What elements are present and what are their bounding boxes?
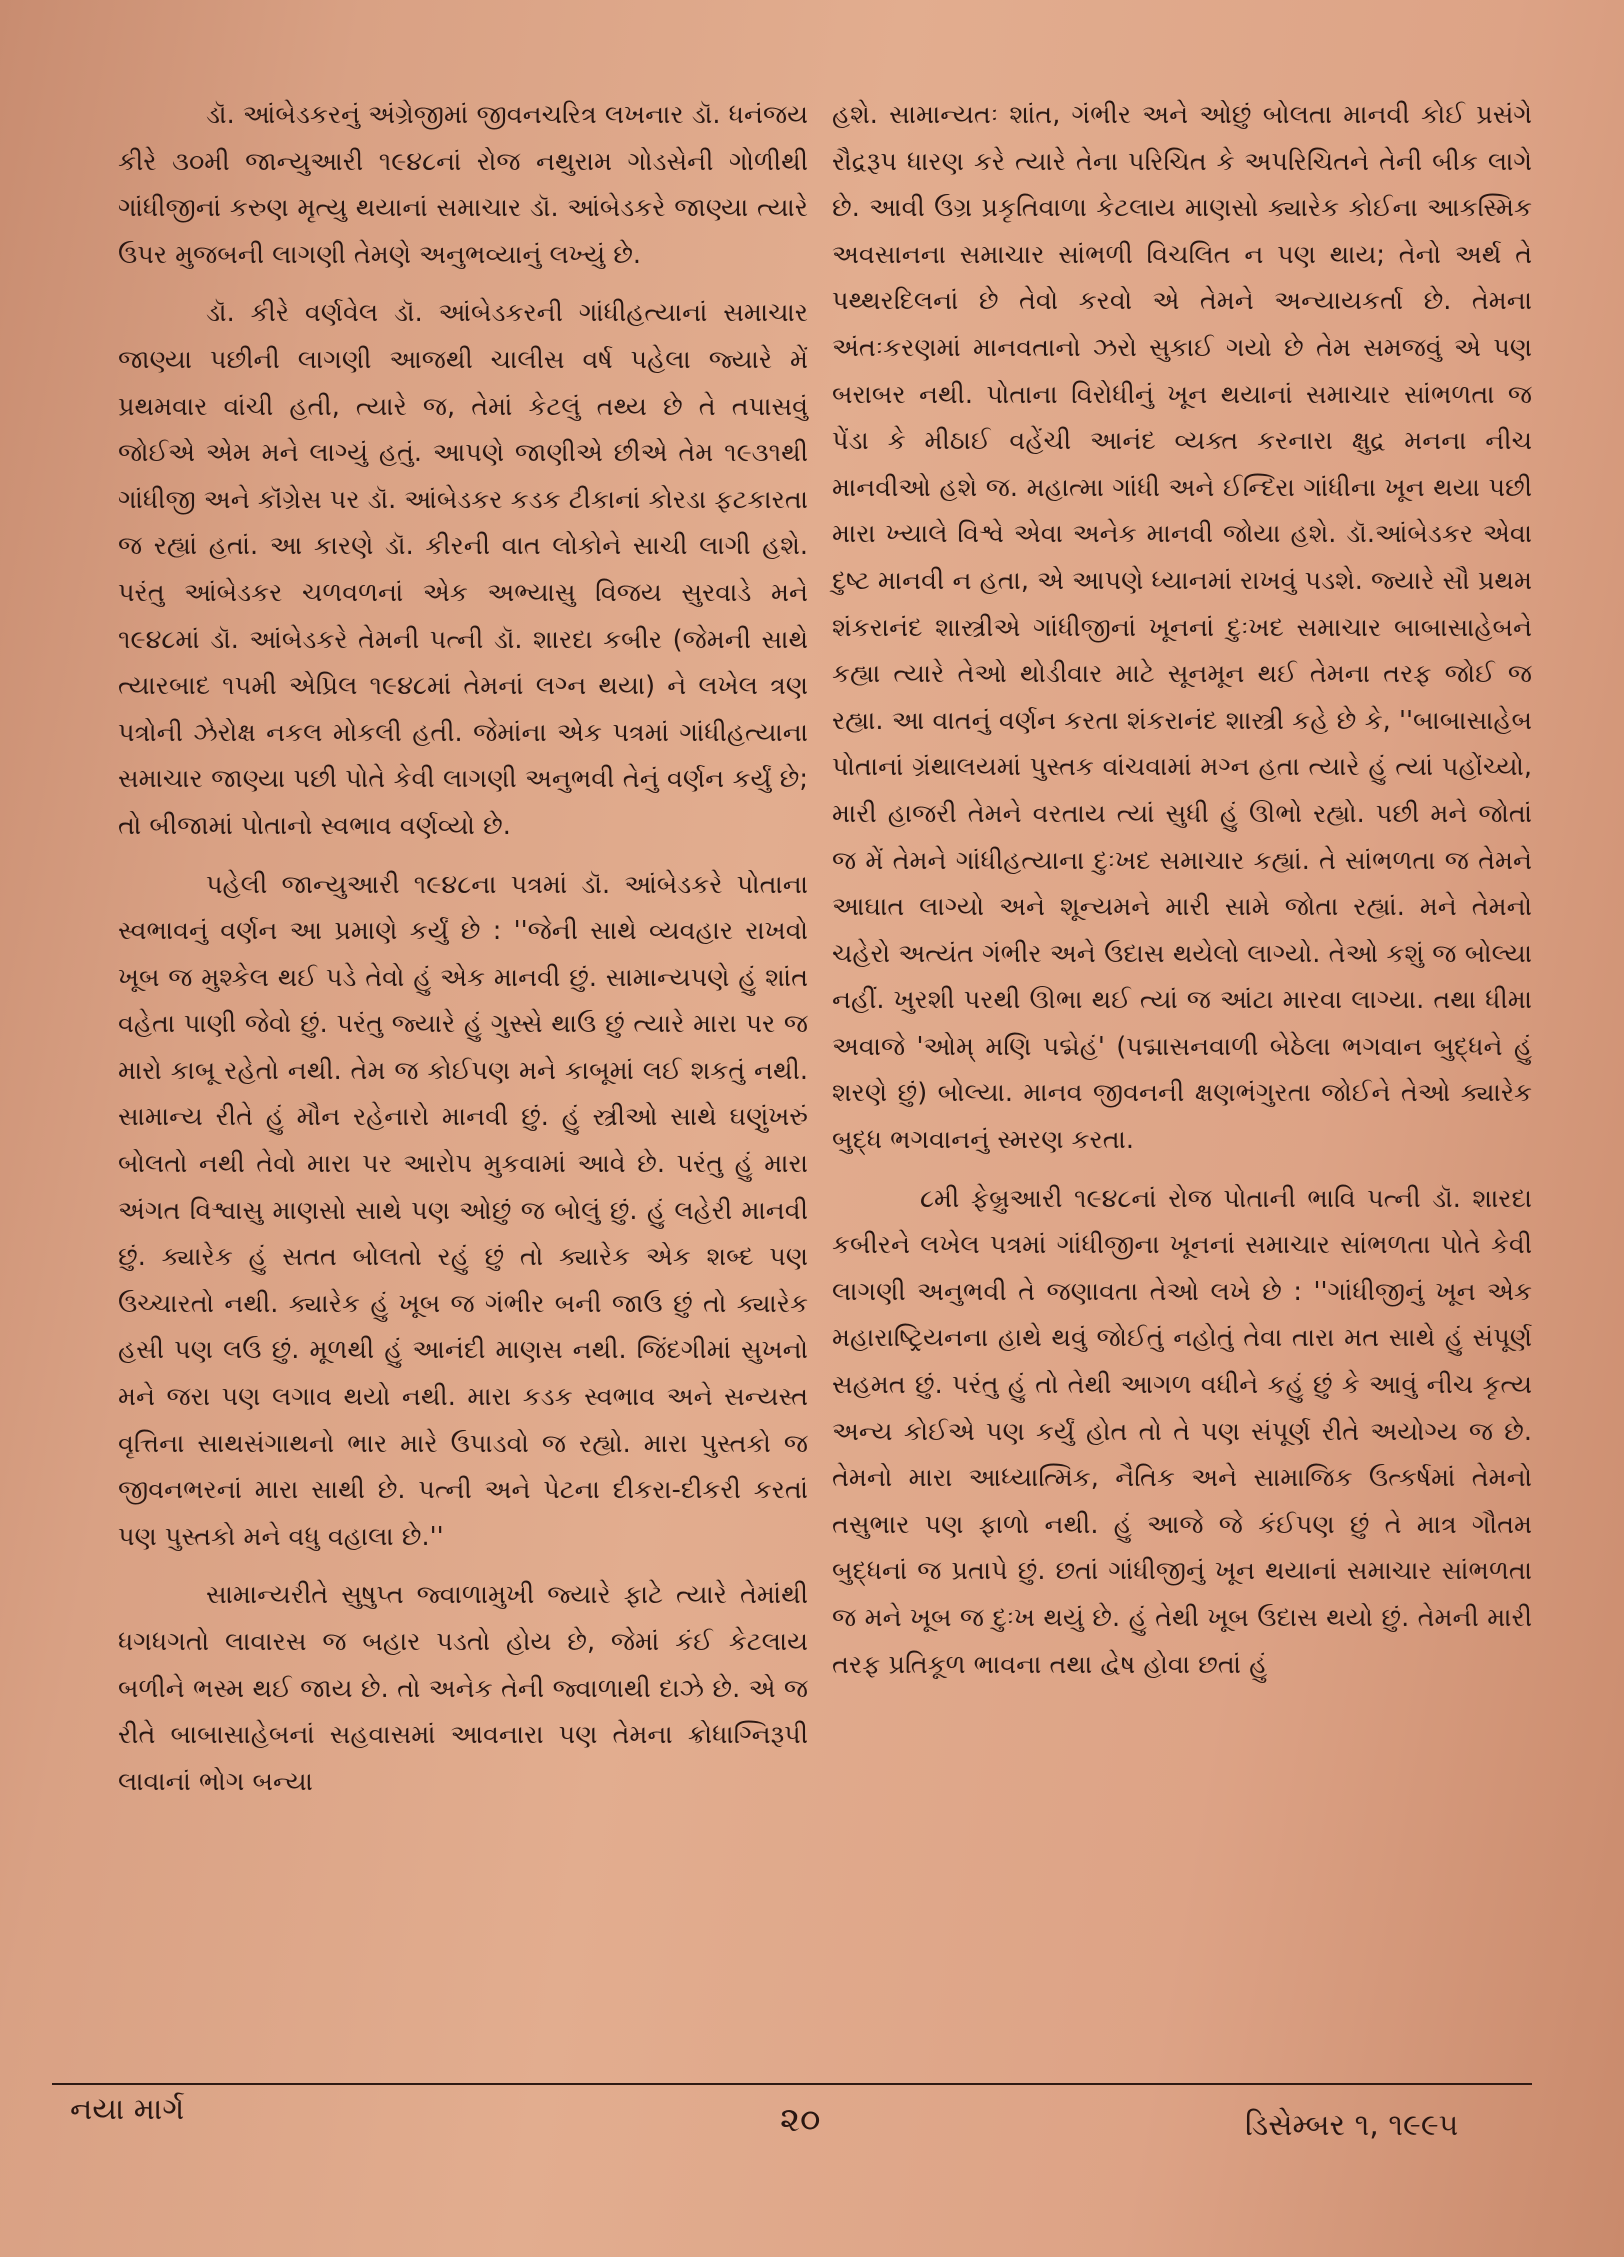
paragraph: હશે. સામાન્યતઃ શાંત, ગંભીર અને ઓછું બોલતા માનવી કોઈ પ્રસંગે રૌદ્રરૂપ ધારણ કરે ત્યારે તેના પરિચિત કે અપરિચિતને તેની બીક લાગે છે. આવી ઉગ્ર પ્રકૃતિવાળા કેટલાય માણસો ક્યારેક કોઈના આકસ્મિક અવસાનના સમાચાર સાંભળી વિચલિત ન પણ થાય; તેનો અર્થ તે પથ્થરદિલનાં છે તેવો કરવો એ તેમને અન્યાયકર્તા છે. તેમના અંતઃકરણમાં માનવતાનો ઝરો સુકાઈ ગયો છે તેમ સમજવું એ પણ બરાબર નથી. પોતાના વિરોધીનું ખૂન થયાનાં સમાચાર સાંભળતા જ પેંડા કે મીઠાઈ વહેંચી આનંદ વ્યક્ત કરનારા ક્ષુદ્ર મનના નીચ માનવીઓ હશે જ. મહાત્મા ગાંધી અને ઈન્દિરા ગાંધીના ખૂન થયા પછી મારા ખ્યાલે વિશ્વે એવા અનેક માનવી જોયા હશે. ડૉ.આંબેડકર એવા દુષ્ટ માનવી ન હતા, એ આપણે ધ્યાનમાં રાખવું પડશે. જ્યારે સૌ પ્રથમ શંકરાનંદ શાસ્ત્રીએ ગાંધીજીનાં ખૂનનાં દુઃખદ સમાચાર બાબાસાહેબને કહ્યા ત્યારે તેઓ થોડીવાર માટે સૂનમૂન થઈ તેમના તરફ જોઈ જ રહ્યા. આ વાતનું વર્ણન કરતા શંકરાનંદ શાસ્ત્રી કહે છે કે, ''બાબાસાહેબ પોતાનાં ગ્રંથાલયમાં પુસ્તક વાંચવામાં મગ્ન હતા ત્યારે હું ત્યાં પહોંચ્યો, મારી હાજરી તેમને વરતાય ત્યાં સુધી હું ઊભો રહ્યો. પછી મને જોતાં જ મેં તેમને ગાંધીહત્યાના દુઃખદ સમાચાર કહ્યાં. તે સાંભળતા જ તેમને આઘાત લાગ્યો અને શૂન્યમને મારી સામે જોતા રહ્યાં. મને તેમનો ચહેરો અત્યંત ગંભીર અને ઉદાસ થયેલો લાગ્યો. તેઓ કશું જ બોલ્યા નહીં. ખુરશી પરથી ઊભા થઈ ત્યાં જ આંટા મારવા લાગ્યા. તથા ધીમા અવાજે 'ઓમ્ મણિ પદ્મેહં' (પદ્માસનવાળી બેઠેલા ભગવાન બુદ્ધને હું શરણે છું) બોલ્યા. માનવ જીવનની ક્ષણભંગુરતા જોઈને તેઓ ક્યારેક બુદ્ધ ભગવાનનું સ્મરણ કરતા. (832, 100, 1532, 1156)
issue-date: ડિસેમ્બર ૧, ૧૯૯૫ (1245, 2108, 1459, 2143)
paragraph: ૮મી ફેબ્રુઆરી ૧૯૪૮નાં રોજ પોતાની ભાવિ પત્ની ડૉ. શારદા કબીરને લખેલ પત્રમાં ગાંધીજીના ખૂનનાં સમાચાર સાંભળતા પોતે કેવી લાગણી અનુભવી તે જણાવતા તેઓ લખે છે : ''ગાંધીજીનું ખૂન એક મહારાષ્ટ્રિયનના હાથે થવું જોઈતું નહોતું તેવા તારા મત સાથે હું સંપૂર્ણ સહમત છું. પરંતુ હું તો તેથી આગળ વધીને કહું છું કે આવું નીચ કૃત્ય અન્ય કોઈએ પણ કર્યું હોત તો તે પણ સંપૂર્ણ રીતે અયોગ્ય જ છે. તેમનો મારા આધ્યાત્મિક, નૈતિક અને સામાજિક ઉત્કર્ષમાં તેમનો તસુભાર પણ ફાળો નથી. હું આજે જે કંઈપણ છું તે માત્ર ગૌતમ બુદ્ધનાં જ પ્રતાપે છું. છતાં ગાંધીજીનું ખૂન થયાનાં સમાચાર સાંભળતા જ મને ખૂબ જ દુઃખ થયું છે. હું તેથી ખૂબ ઉદાસ થયો છું. તેમની મારી તરફ પ્રતિકૂળ ભાવના તથા દ્વેષ હોવા છતાં હું (832, 1183, 1532, 1680)
publication-name: નયા માર્ગ (70, 2092, 185, 2127)
page-number: ૨૦ (780, 2100, 821, 2140)
left-text-column (118, 92, 808, 1805)
footer-divider (52, 2083, 1532, 2085)
paragraph: સામાન્યરીતે સુષુપ્ત જ્વાળામુખી જ્યારે ફાટે ત્યારે તેમાંથી ધગધગતો લાવારસ જ બહાર પડતો હોય છે, જેમાં કંઈ કેટલાય બળીને ભસ્મ થઈ જાય છે. તો અનેક તેની જ્વાળાથી દાઝે છે. એ જ રીતે બાબાસાહેબનાં સહવાસમાં આવનારા પણ તેમના ક્રોધાગ્નિરૂપી લાવાનાં ભોગ બન્યા (118, 1580, 808, 1797)
right-text-column (832, 92, 1532, 1688)
paragraph: ડૉ. આંબેડકરનું અંગ્રેજીમાં જીવનચરિત્ર લખનાર ડૉ. ધનંજય કીરે ૩૦મી જાન્યુઆરી ૧૯૪૮નાં રોજ નથુરામ ગોડસેની ગોળીથી ગાંધીજીનાં કરુણ મૃત્યુ થયાનાં સમાચાર ડૉ. આંબેડકરે જાણ્યા ત્યારે ઉપર મુજબની લાગણી તેમણે અનુભવ્યાનું લખ્યું છે. (118, 100, 808, 270)
paragraph: પહેલી જાન્યુઆરી ૧૯૪૮ના પત્રમાં ડૉ. આંબેડકરે પોતાના સ્વભાવનું વર્ણન આ પ્રમાણે કર્યું છે : ''જેની સાથે વ્યવહાર રાખવો ખૂબ જ મુશ્કેલ થઈ પડે તેવો હું એક માનવી છું. સામાન્યપણે હું શાંત વહેતા પાણી જેવો છું. પરંતુ જ્યારે હું ગુસ્સે થાઉ છું ત્યારે મારા પર જ મારો કાબૂ રહેતો નથી. તેમ જ કોઈપણ મને કાબૂમાં લઈ શકતું નથી. સામાન્ય રીતે હું મૌન રહેનારો માનવી છું. હું સ્ત્રીઓ સાથે ઘણુંખરું બોલતો નથી તેવો મારા પર આરોપ મુકવામાં આવે છે. પરંતુ હું મારા અંગત વિશ્વાસુ માણસો સાથે પણ ઓછું જ બોલું છું. હું લહેરી માનવી છું. ક્યારેક હું સતત બોલતો રહું છું તો ક્યારેક એક શબ્દ પણ ઉચ્ચારતો નથી. ક્યારેક હું ખૂબ જ ગંભીર બની જાઉ છું તો ક્યારેક હસી પણ લઉ છું. મૂળથી હું આનંદી માણસ નથી. જિંદગીમાં સુખનો મને જરા પણ લગાવ થયો નથી. મારા કડક સ્વભાવ અને સન્યસ્ત વૃત્તિના સાથસંગાથનો ભાર મારે ઉપાડવો જ રહ્યો. મારા પુસ્તકો જ જીવનભરનાં મારા સાથી છે. પત્ની અને પેટના દીકરા-દીકરી કરતાં પણ પુસ્તકો મને વધુ વહાલા છે.'' (118, 869, 808, 1552)
paragraph: ડૉ. કીરે વર્ણવેલ ડૉ. આંબેડકરની ગાંધીહત્યાનાં સમાચાર જાણ્યા પછીની લાગણી આજથી ચાલીસ વર્ષ પહેલા જ્યારે મેં પ્રથમવાર વાંચી હતી, ત્યારે જ, તેમાં કેટલું તથ્ય છે તે તપાસવું જોઈએ એમ મને લાગ્યું હતું. આપણે જાણીએ છીએ તેમ ૧૯૩૧થી ગાંધીજી અને કૉંગ્રેસ પર ડૉ. આંબેડકર કડક ટીકાનાં કોરડા ફટકારતા જ રહ્યાં હતાં. આ કારણે ડૉ. કીરની વાત લોકોને સાચી લાગી હશે. પરંતુ આંબેડકર ચળવળનાં એક અભ્યાસુ વિજય સુરવાડે મને ૧૯૪૮માં ડૉ. આંબેડકરે તેમની પત્ની ડૉ. શારદા કબીર (જેમની સાથે ત્યારબાદ ૧૫મી એપ્રિલ ૧૯૪૮માં તેમનાં લગ્ન થયા) ને લખેલ ત્રણ પત્રોની ઝેરોક્ષ નકલ મોકલી હતી. જેમાંના એક પત્રમાં ગાંધીહત્યાના સમાચાર જાણ્યા પછી પોતે કેવી લાગણી અનુભવી તેનું વર્ણન કર્યું છે; તો બીજામાં પોતાનો સ્વભાવ વર્ણવ્યો છે. (118, 298, 808, 841)
